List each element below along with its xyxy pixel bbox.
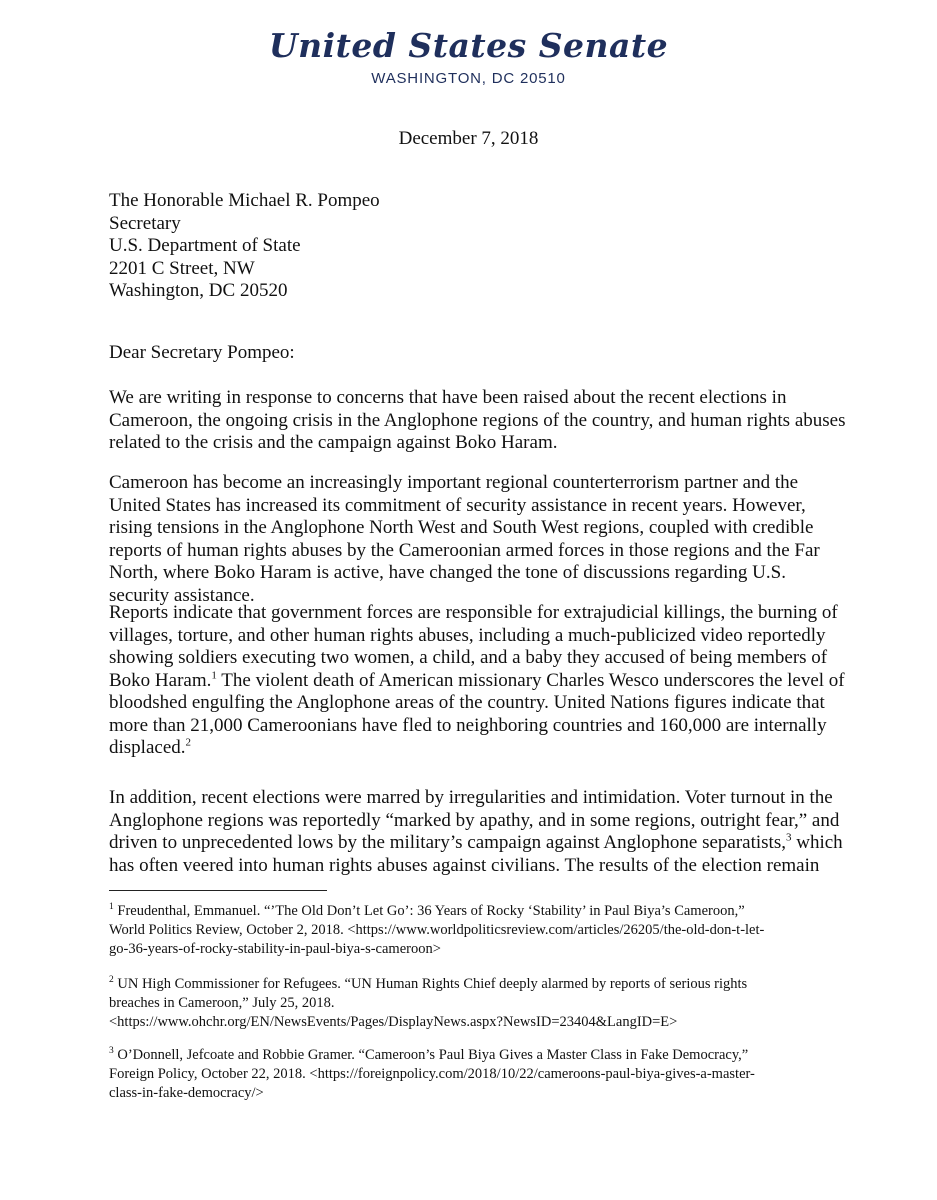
text-segment: The violent death of American missionary Charles Wesco underscores the level of — [216, 669, 845, 691]
paragraph-line: Cameroon has become an increasingly important regional counterterrorism partner and the — [109, 472, 799, 493]
paragraph-line — [109, 737, 827, 760]
footnote-3 — [109, 1046, 829, 1103]
paragraph-line: Anglophone regions was reportedly “marked by apathy, and in some regions, outright fear,” and — [109, 809, 840, 831]
paragraph-line: has often veered into human rights abuses against civilians. The results of the election remain — [109, 854, 820, 876]
paragraph-line: In addition, recent elections were marred by irregularities and intimidation. Voter turnout in the — [109, 787, 833, 808]
paragraph-2 — [109, 472, 827, 607]
footnote-line: breaches in Cameroon,” July 25, 2018. — [109, 995, 335, 1011]
paragraph-line: rising tensions in the Anglophone North West and South West regions, coupled with credible — [109, 517, 814, 538]
footnote-line: go-36-years-of-rocky-stability-in-paul-biya-s-cameroon> — [109, 941, 441, 957]
paragraph-1 — [109, 387, 846, 455]
paragraph-line: North, where Boko Haram is active, have changed the tone of discussions regarding U.S. — [109, 562, 786, 583]
paragraph-4 — [109, 787, 843, 877]
text-segment: O’Donnell, Jefcoate and Robbie Gramer. “Cameroon’s Paul Biya Gives a Master Class in Fake Democracy,” — [113, 1047, 749, 1063]
recipient-title: Secretary — [109, 212, 181, 234]
salutation: Dear Secretary Pompeo: — [109, 342, 295, 363]
text-segment: Freudenthal, Emmanuel. “’The Old Don’t Let Go’: 36 Years of Rocky ‘Stability’ in Paul Biya’s Cameroon,” — [113, 903, 745, 919]
letterhead-address: WASHINGTON, DC 20510 — [371, 70, 566, 87]
text-segment: which — [791, 832, 843, 853]
footnote-number: 1 — [109, 902, 114, 913]
letter-date: December 7, 2018 — [398, 128, 539, 149]
paragraph-line: bloodshed engulfing the Anglophone areas of the country. United Nations figures indicate that — [109, 692, 825, 713]
paragraph-line: related to the crisis and the campaign against Boko Haram. — [109, 432, 558, 453]
paragraph-line: United States has increased its commitment of security assistance in recent years. However, — [109, 494, 806, 516]
footnote-ref-2: 2 — [185, 736, 192, 749]
paragraph-line: showing soldiers executing two women, a child, and a baby they accused of being members of — [109, 647, 828, 668]
recipient-name: The Honorable Michael R. Pompeo — [109, 190, 380, 211]
footnote-line — [109, 902, 829, 921]
recipient-city: Washington, DC 20520 — [109, 280, 288, 301]
footnote-divider — [109, 890, 327, 891]
paragraph-line: more than 21,000 Cameroonians have fled to neighboring countries and 160,000 are internally — [109, 714, 827, 736]
footnote-line: World Politics Review, October 2, 2018. <https://www.worldpoliticsreview.com/articles/26205/the-old-don-t-let- — [109, 922, 765, 938]
paragraph-line: Reports indicate that government forces are responsible for extrajudicial killings, the burning of — [109, 602, 838, 623]
recipient-department: U.S. Department of State — [109, 235, 301, 256]
footnote-number: 2 — [109, 975, 114, 986]
footnote-1 — [109, 902, 829, 959]
footnote-ref-3: 3 — [785, 831, 792, 844]
paragraph-line: Cameroon, the ongoing crisis in the Anglophone regions of the country, and human rights abuses — [109, 409, 846, 431]
text-segment: driven to unprecedented lows by the military’s campaign against Anglophone separatists, — [109, 832, 786, 853]
text-segment: UN High Commissioner for Refugees. “UN Human Rights Chief deeply alarmed by reports of serious rights — [113, 976, 748, 992]
text-segment: displaced. — [109, 737, 186, 758]
footnote-number: 3 — [109, 1046, 114, 1057]
paragraph-3 — [109, 602, 845, 760]
footnote-line: <https://www.ohchr.org/EN/NewsEvents/Pages/DisplayNews.aspx?NewsID=23404&LangID=E> — [109, 1014, 678, 1030]
letterhead-title: United States Senate — [268, 26, 669, 65]
footnote-line — [109, 975, 829, 994]
paragraph-line: villages, torture, and other human rights abuses, including a much-publicized video reportedly — [109, 624, 826, 646]
paragraph-line: reports of human rights abuses by the Cameroonian armed forces in those regions and the Far — [109, 539, 820, 561]
paragraph-line — [109, 831, 843, 855]
footnote-ref-1: 1 — [211, 669, 217, 682]
footnote-line: class-in-fake-democracy/> — [109, 1085, 264, 1101]
recipient-address — [109, 190, 827, 303]
paragraph-line: We are writing in response to concerns that have been raised about the recent elections in — [109, 387, 787, 408]
paragraph-line — [109, 669, 845, 693]
footnote-line: Foreign Policy, October 22, 2018. <https://foreignpolicy.com/2018/10/22/cameroons-paul-biya-gives-a-master- — [109, 1066, 755, 1082]
footnote-2 — [109, 975, 829, 1032]
paragraph-line: security assistance. — [109, 584, 255, 606]
text-segment: Boko Haram. — [109, 669, 212, 691]
footnote-line — [109, 1046, 829, 1065]
recipient-street: 2201 C Street, NW — [109, 257, 255, 279]
